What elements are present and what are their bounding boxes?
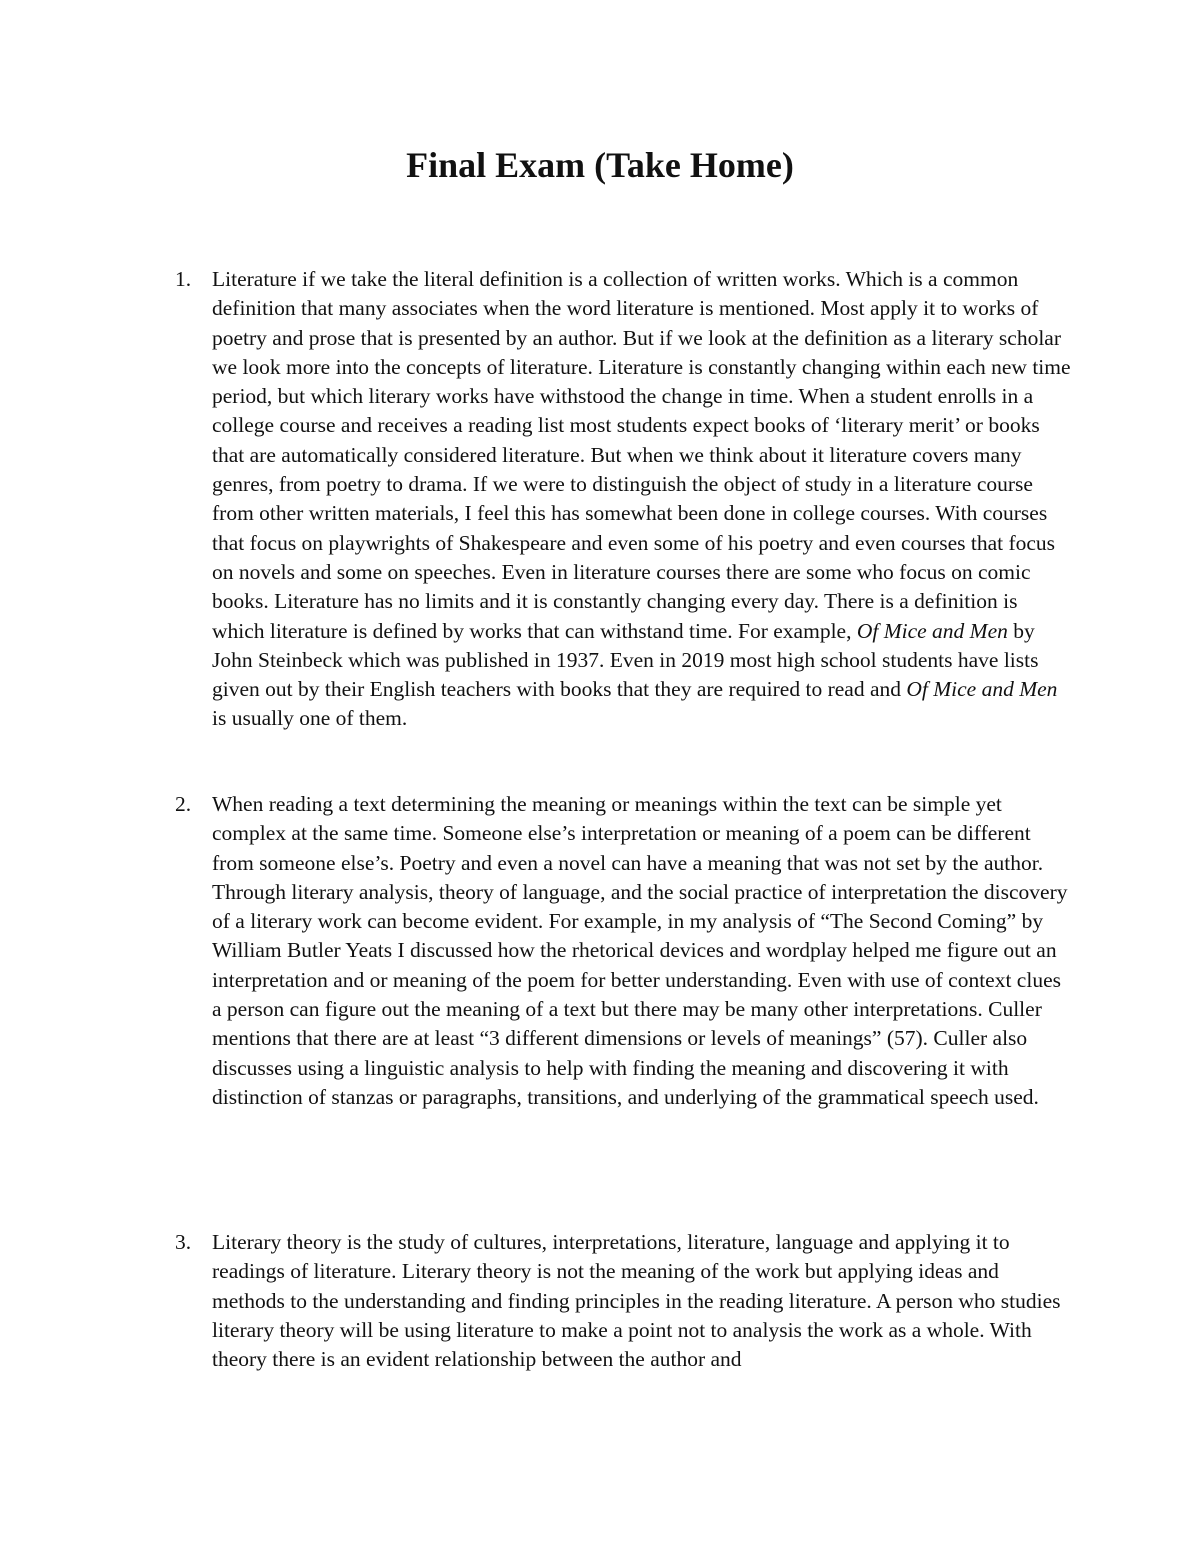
answer-paragraph-3: Literary theory is the study of cultures, interpretations, literature, language and applying it to readings of literature. Literary theory is not the meaning of the work but applying ideas and methods to the understanding and finding principles in the reading literature. A person who studies literary theory will be using literature to make a point not to analysis the work as a whole. With theory there is an evident relationship between the author and (212, 1230, 1061, 1372)
answer-paragraph-1 (212, 265, 1072, 734)
list-number: 1. (175, 267, 192, 291)
answer-paragraph-2: When reading a text determining the meaning or meanings within the text can be simple yet complex at the same time. Someone else’s interpretation or meaning of a poem can be different from someone else’s. Poetry and even a novel can have a meaning that was not set by the author. Through literary analysis, theory of language, and the social practice of interpretation the discovery of a literary work can become evident. For example, in my analysis of “The Second Coming” by William Butler Yeats I discussed how the rhetorical devices and wordplay helped me figure out an interpretation and or meaning of the poem for better understanding. Even with use of context clues a person can figure out the meaning of a text but there may be many other interpretations. Culler mentions that there are at least “3 different dimensions or levels of meanings” (57). Culler also discusses using a linguistic analysis to help with finding the meaning and discovering it with distinction of stanzas or paragraphs, transitions, and underlying of the grammatical speech used. (212, 792, 1068, 1109)
document-title: Final Exam (Take Home) (406, 145, 794, 185)
list-number: 3. (175, 1230, 192, 1254)
list-number: 2. (175, 792, 192, 816)
book-title-italic: Of Mice and Men (856, 618, 1008, 643)
paragraph-text: Literature if we take the literal definition is a collection of written works. Which is a common definition that many associates when the word literature is mentioned. Most apply it to works of poetry and prose that is presented by an author. But if we look at the definition as a literary scholar we look more into the concepts of literature. Literature is constantly changing within each new time period, but which literary works have withstood the change in time. When a student enrolls in a college course and receives a reading list most students expect books of ‘literary merit’ or books that are automatically considered literature. But when we think about it literature covers many genres, from poetry to drama. If we were to distinguish the object of study in a literature course from other written materials, I feel this has somewhat been done in college courses. With courses that focus on playwrights of Shakespeare and even some of his poetry and even courses that focus on novels and some on speeches. Even in literature courses there are some who focus on comic books. Literature has no limits and it is constantly changing every day. There is a definition is which literature is defined by works that can withstand time. For example, (212, 267, 1071, 643)
paragraph-text: by John Steinbeck which was published in 1937. Even in 2019 most high school students have lists given out by their English teachers with books that they are required to read and (212, 618, 1039, 702)
book-title-italic: Of Mice and Men (906, 677, 1058, 702)
paragraph-text: is usually one of them. (212, 706, 408, 731)
